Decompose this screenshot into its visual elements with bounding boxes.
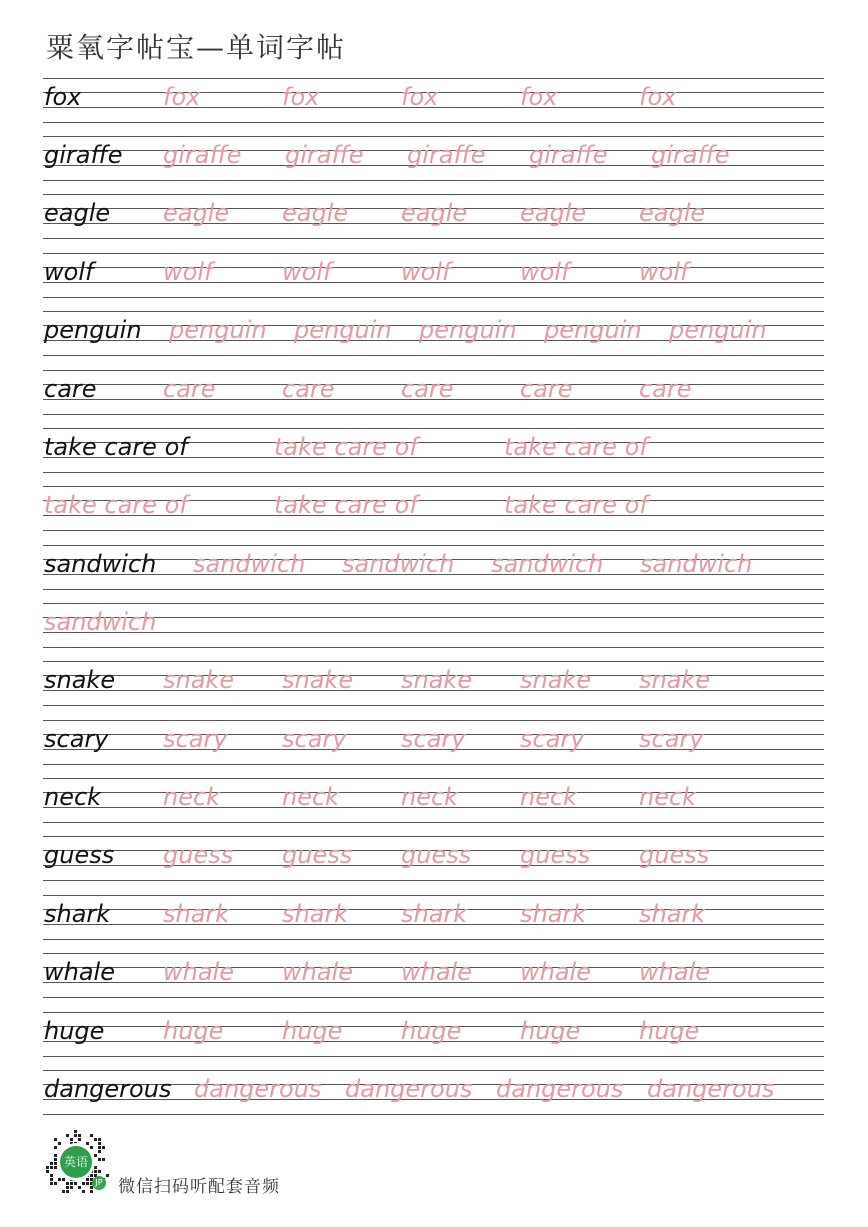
trace-word: wolf — [520, 258, 570, 286]
guide-line — [43, 122, 824, 123]
trace-word: fox — [163, 83, 201, 111]
trace-word: giraffe — [285, 141, 364, 169]
trace-word: neck — [401, 783, 459, 811]
model-word: penguin — [44, 316, 142, 344]
model-word: whale — [44, 958, 115, 986]
trace-word: take care of — [44, 491, 188, 519]
trace-word: fox — [401, 83, 439, 111]
trace-word: giraffe — [407, 141, 486, 169]
trace-word: guess — [163, 841, 234, 869]
guide-line — [43, 589, 824, 590]
guide-line — [43, 836, 824, 837]
footer — [40, 1128, 440, 1200]
guide-line — [43, 1012, 824, 1013]
trace-word: guess — [401, 841, 472, 869]
trace-word: whale — [520, 958, 591, 986]
guide-line — [43, 617, 824, 618]
model-word: neck — [44, 783, 102, 811]
practice-row — [43, 836, 824, 882]
trace-word: scary — [639, 725, 704, 753]
model-word: scary — [44, 725, 109, 753]
trace-word: wolf — [401, 258, 451, 286]
trace-word: snake — [639, 666, 711, 694]
model-word: giraffe — [44, 141, 123, 169]
model-word: shark — [44, 900, 111, 928]
qr-badge: 英语 — [60, 1146, 92, 1178]
guide-line — [43, 78, 824, 79]
trace-word: shark — [639, 900, 706, 928]
trace-word: neck — [639, 783, 697, 811]
practice-row — [43, 603, 824, 649]
practice-row — [43, 194, 824, 240]
model-word: care — [44, 375, 97, 403]
trace-word: take care of — [504, 433, 648, 461]
guide-line — [43, 194, 824, 195]
model-word: guess — [44, 841, 115, 869]
trace-word: snake — [520, 666, 592, 694]
trace-word: eagle — [163, 199, 230, 227]
guide-line — [43, 428, 824, 429]
guide-line — [43, 414, 824, 415]
guide-line — [43, 238, 824, 239]
guide-line — [43, 355, 824, 356]
practice-row — [43, 953, 824, 999]
practice-row — [43, 428, 824, 474]
guide-line — [43, 953, 824, 954]
trace-word: penguin — [669, 316, 767, 344]
guide-line — [43, 253, 824, 254]
practice-row — [43, 545, 824, 591]
trace-word: sandwich — [640, 550, 753, 578]
guide-line — [43, 720, 824, 721]
trace-word: huge — [282, 1017, 343, 1045]
trace-word: penguin — [419, 316, 517, 344]
guide-line — [43, 1056, 824, 1057]
trace-word: dangerous — [345, 1075, 473, 1103]
practice-row — [43, 1012, 824, 1058]
trace-word: neck — [163, 783, 221, 811]
guide-line — [43, 778, 824, 779]
page-title: 粟氧字帖宝—单词字帖 — [46, 31, 347, 64]
trace-word: sandwich — [193, 550, 306, 578]
model-word: take care of — [44, 433, 188, 461]
model-word: sandwich — [44, 550, 157, 578]
model-word: fox — [44, 83, 82, 111]
trace-word: wolf — [639, 258, 689, 286]
trace-word: whale — [639, 958, 710, 986]
trace-word: huge — [401, 1017, 462, 1045]
trace-word: eagle — [282, 199, 349, 227]
guide-line — [43, 311, 824, 312]
trace-word: care — [282, 375, 335, 403]
trace-word: penguin — [294, 316, 392, 344]
guide-line — [43, 545, 824, 546]
trace-word: snake — [282, 666, 354, 694]
trace-word: dangerous — [496, 1075, 624, 1103]
model-word: wolf — [44, 258, 94, 286]
trace-word: eagle — [401, 199, 468, 227]
trace-word: fox — [520, 83, 558, 111]
practice-row — [43, 136, 824, 182]
trace-word: giraffe — [529, 141, 608, 169]
trace-word: eagle — [639, 199, 706, 227]
practice-row — [43, 253, 824, 299]
trace-word: fox — [282, 83, 320, 111]
guide-line — [43, 895, 824, 896]
guide-line — [43, 764, 824, 765]
trace-word: guess — [520, 841, 591, 869]
guide-line — [43, 297, 824, 298]
trace-word: dangerous — [647, 1075, 775, 1103]
guide-line — [43, 1070, 824, 1071]
guide-line — [43, 997, 824, 998]
qr-dot: JP — [92, 1176, 106, 1190]
model-word: dangerous — [44, 1075, 172, 1103]
trace-word: shark — [401, 900, 468, 928]
practice-row — [43, 311, 824, 357]
trace-word: giraffe — [163, 141, 242, 169]
trace-word: whale — [163, 958, 234, 986]
trace-word: giraffe — [651, 141, 730, 169]
trace-word: eagle — [520, 199, 587, 227]
trace-word: shark — [520, 900, 587, 928]
trace-word: neck — [520, 783, 578, 811]
trace-word: penguin — [544, 316, 642, 344]
model-word: eagle — [44, 199, 111, 227]
trace-word: sandwich — [491, 550, 604, 578]
trace-word: guess — [282, 841, 353, 869]
guide-line — [43, 705, 824, 706]
guide-line — [43, 661, 824, 662]
guide-line — [43, 1114, 824, 1115]
qr-code-icon[interactable] — [40, 1128, 112, 1196]
guide-line — [43, 647, 824, 648]
trace-word: sandwich — [342, 550, 455, 578]
trace-word: wolf — [163, 258, 213, 286]
trace-word: guess — [639, 841, 710, 869]
guide-line — [43, 370, 824, 371]
model-word: huge — [44, 1017, 105, 1045]
trace-word: care — [163, 375, 216, 403]
guide-line — [43, 880, 824, 881]
trace-word: wolf — [282, 258, 332, 286]
trace-word: fox — [639, 83, 677, 111]
practice-row — [43, 486, 824, 532]
trace-word: scary — [520, 725, 585, 753]
trace-word: care — [639, 375, 692, 403]
trace-word: take care of — [274, 433, 418, 461]
trace-word: shark — [282, 900, 349, 928]
guide-line — [43, 136, 824, 137]
guide-line — [43, 822, 824, 823]
trace-word: whale — [282, 958, 353, 986]
guide-line — [43, 180, 824, 181]
guide-line — [43, 472, 824, 473]
practice-row — [43, 370, 824, 416]
trace-word: huge — [163, 1017, 224, 1045]
guide-line — [43, 939, 824, 940]
practice-row — [43, 661, 824, 707]
model-word: snake — [44, 666, 116, 694]
trace-word: neck — [282, 783, 340, 811]
trace-word: scary — [282, 725, 347, 753]
practice-row — [43, 778, 824, 824]
trace-word: snake — [401, 666, 473, 694]
trace-word: huge — [520, 1017, 581, 1045]
trace-word: shark — [163, 900, 230, 928]
practice-row — [43, 1070, 824, 1116]
trace-word: scary — [163, 725, 228, 753]
guide-line — [43, 530, 824, 531]
guide-line — [43, 486, 824, 487]
trace-word: take care of — [274, 491, 418, 519]
practice-row — [43, 895, 824, 941]
guide-line — [43, 603, 824, 604]
guide-line — [43, 632, 824, 633]
trace-word: whale — [401, 958, 472, 986]
trace-word: penguin — [169, 316, 267, 344]
trace-word: care — [520, 375, 573, 403]
trace-word: sandwich — [44, 608, 157, 636]
trace-word: take care of — [504, 491, 648, 519]
trace-word: huge — [639, 1017, 700, 1045]
trace-word: scary — [401, 725, 466, 753]
trace-word: dangerous — [194, 1075, 322, 1103]
trace-word: snake — [163, 666, 235, 694]
trace-word: care — [401, 375, 454, 403]
footer-text: 微信扫码听配套音频 — [118, 1177, 280, 1197]
practice-row — [43, 78, 824, 124]
practice-row — [43, 720, 824, 766]
